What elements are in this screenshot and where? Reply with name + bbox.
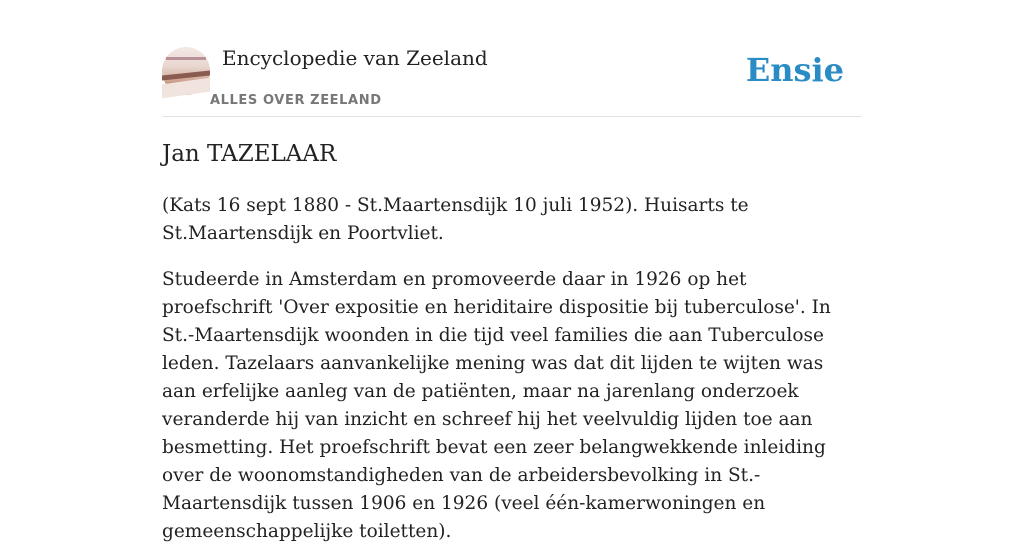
site-header [162, 0, 862, 117]
article-paragraph: (Kats 16 sept 1880 - St.Maartensdijk 10 juli 1952). Huisarts te St.Maartensdijk en Poortvliet. [162, 195, 749, 244]
site-logo-avatar[interactable] [162, 47, 210, 95]
article [162, 138, 862, 546]
site-title[interactable]: Encyclopedie van Zeeland [222, 46, 488, 70]
avatar-detail [166, 57, 206, 60]
page-title: Jan TAZELAAR [162, 141, 337, 167]
avatar-detail [162, 78, 210, 99]
ensie-logo-link[interactable]: Ensie [745, 51, 844, 89]
site-subtitle: ALLES OVER ZEELAND [210, 93, 382, 108]
article-paragraph: Studeerde in Amsterdam en promoveerde daar in 1926 op het proefschrift 'Over expositie en heriditaire dispositie bij tuberculose'. In St.-Maartensdijk woonden in die tijd veel families die aan Tuberculose leden. Tazelaars aanvankelijke mening was dat dit lijden te wijten was aan erfelijke aanleg van de patiënten, maar na jarenlang onderzoek veranderde hij van inzicht en schreef hij het veelvuldig lijden toe aan besmetting. Het proefschrift bevat een zeer belangwekkende inleiding over de woonomstandigheden van de arbeidersbevolking in St.-Maartensdijk tussen 1906 en 1926 (veel één-kamerwoningen en gemeenschappelijke toiletten). [162, 269, 831, 542]
